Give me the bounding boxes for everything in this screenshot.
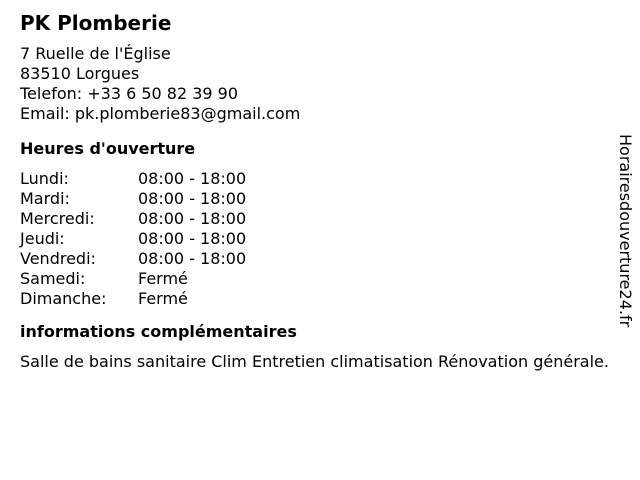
email-address[interactable]: Email: pk.plomberie83@gmail.com [20,104,301,123]
hours-row-sunday [20,289,626,309]
day-label: Jeudi: [20,229,65,248]
hours-table [20,169,626,309]
day-hours: 08:00 - 18:00 [138,209,247,228]
phone-number[interactable]: Telefon: +33 6 50 82 39 90 [20,84,239,103]
day-label: Mercredi: [20,209,95,228]
hours-row-tuesday [20,189,626,209]
day-label: Mardi: [20,189,70,208]
address-city: 83510 Lorgues [20,64,140,83]
day-hours: 08:00 - 18:00 [138,249,247,268]
day-hours: Fermé [138,269,188,288]
day-hours: 08:00 - 18:00 [138,169,247,188]
day-hours: 08:00 - 18:00 [138,189,247,208]
hours-heading: Heures d'ouverture [20,139,196,158]
hours-row-saturday [20,269,626,289]
hours-row-wednesday [20,209,626,229]
hours-row-thursday [20,229,626,249]
business-card [20,10,626,372]
address-street: 7 Ruelle de l'Église [20,44,171,63]
day-label: Vendredi: [20,249,96,268]
info-heading: informations complémentaires [20,322,297,341]
day-label: Lundi: [20,169,69,188]
hours-row-friday [20,249,626,269]
day-hours: 08:00 - 18:00 [138,229,247,248]
info-description: Salle de bains sanitaire Clim Entretien climatisation Rénovation générale. [20,352,609,371]
business-name: PK Plomberie [20,11,172,35]
hours-row-monday [20,169,626,189]
day-label: Samedi: [20,269,86,288]
day-label: Dimanche: [20,289,107,308]
watermark-text: Horairesdouverture24.fr [616,134,635,328]
day-hours: Fermé [138,289,188,308]
site-watermark [612,134,638,344]
